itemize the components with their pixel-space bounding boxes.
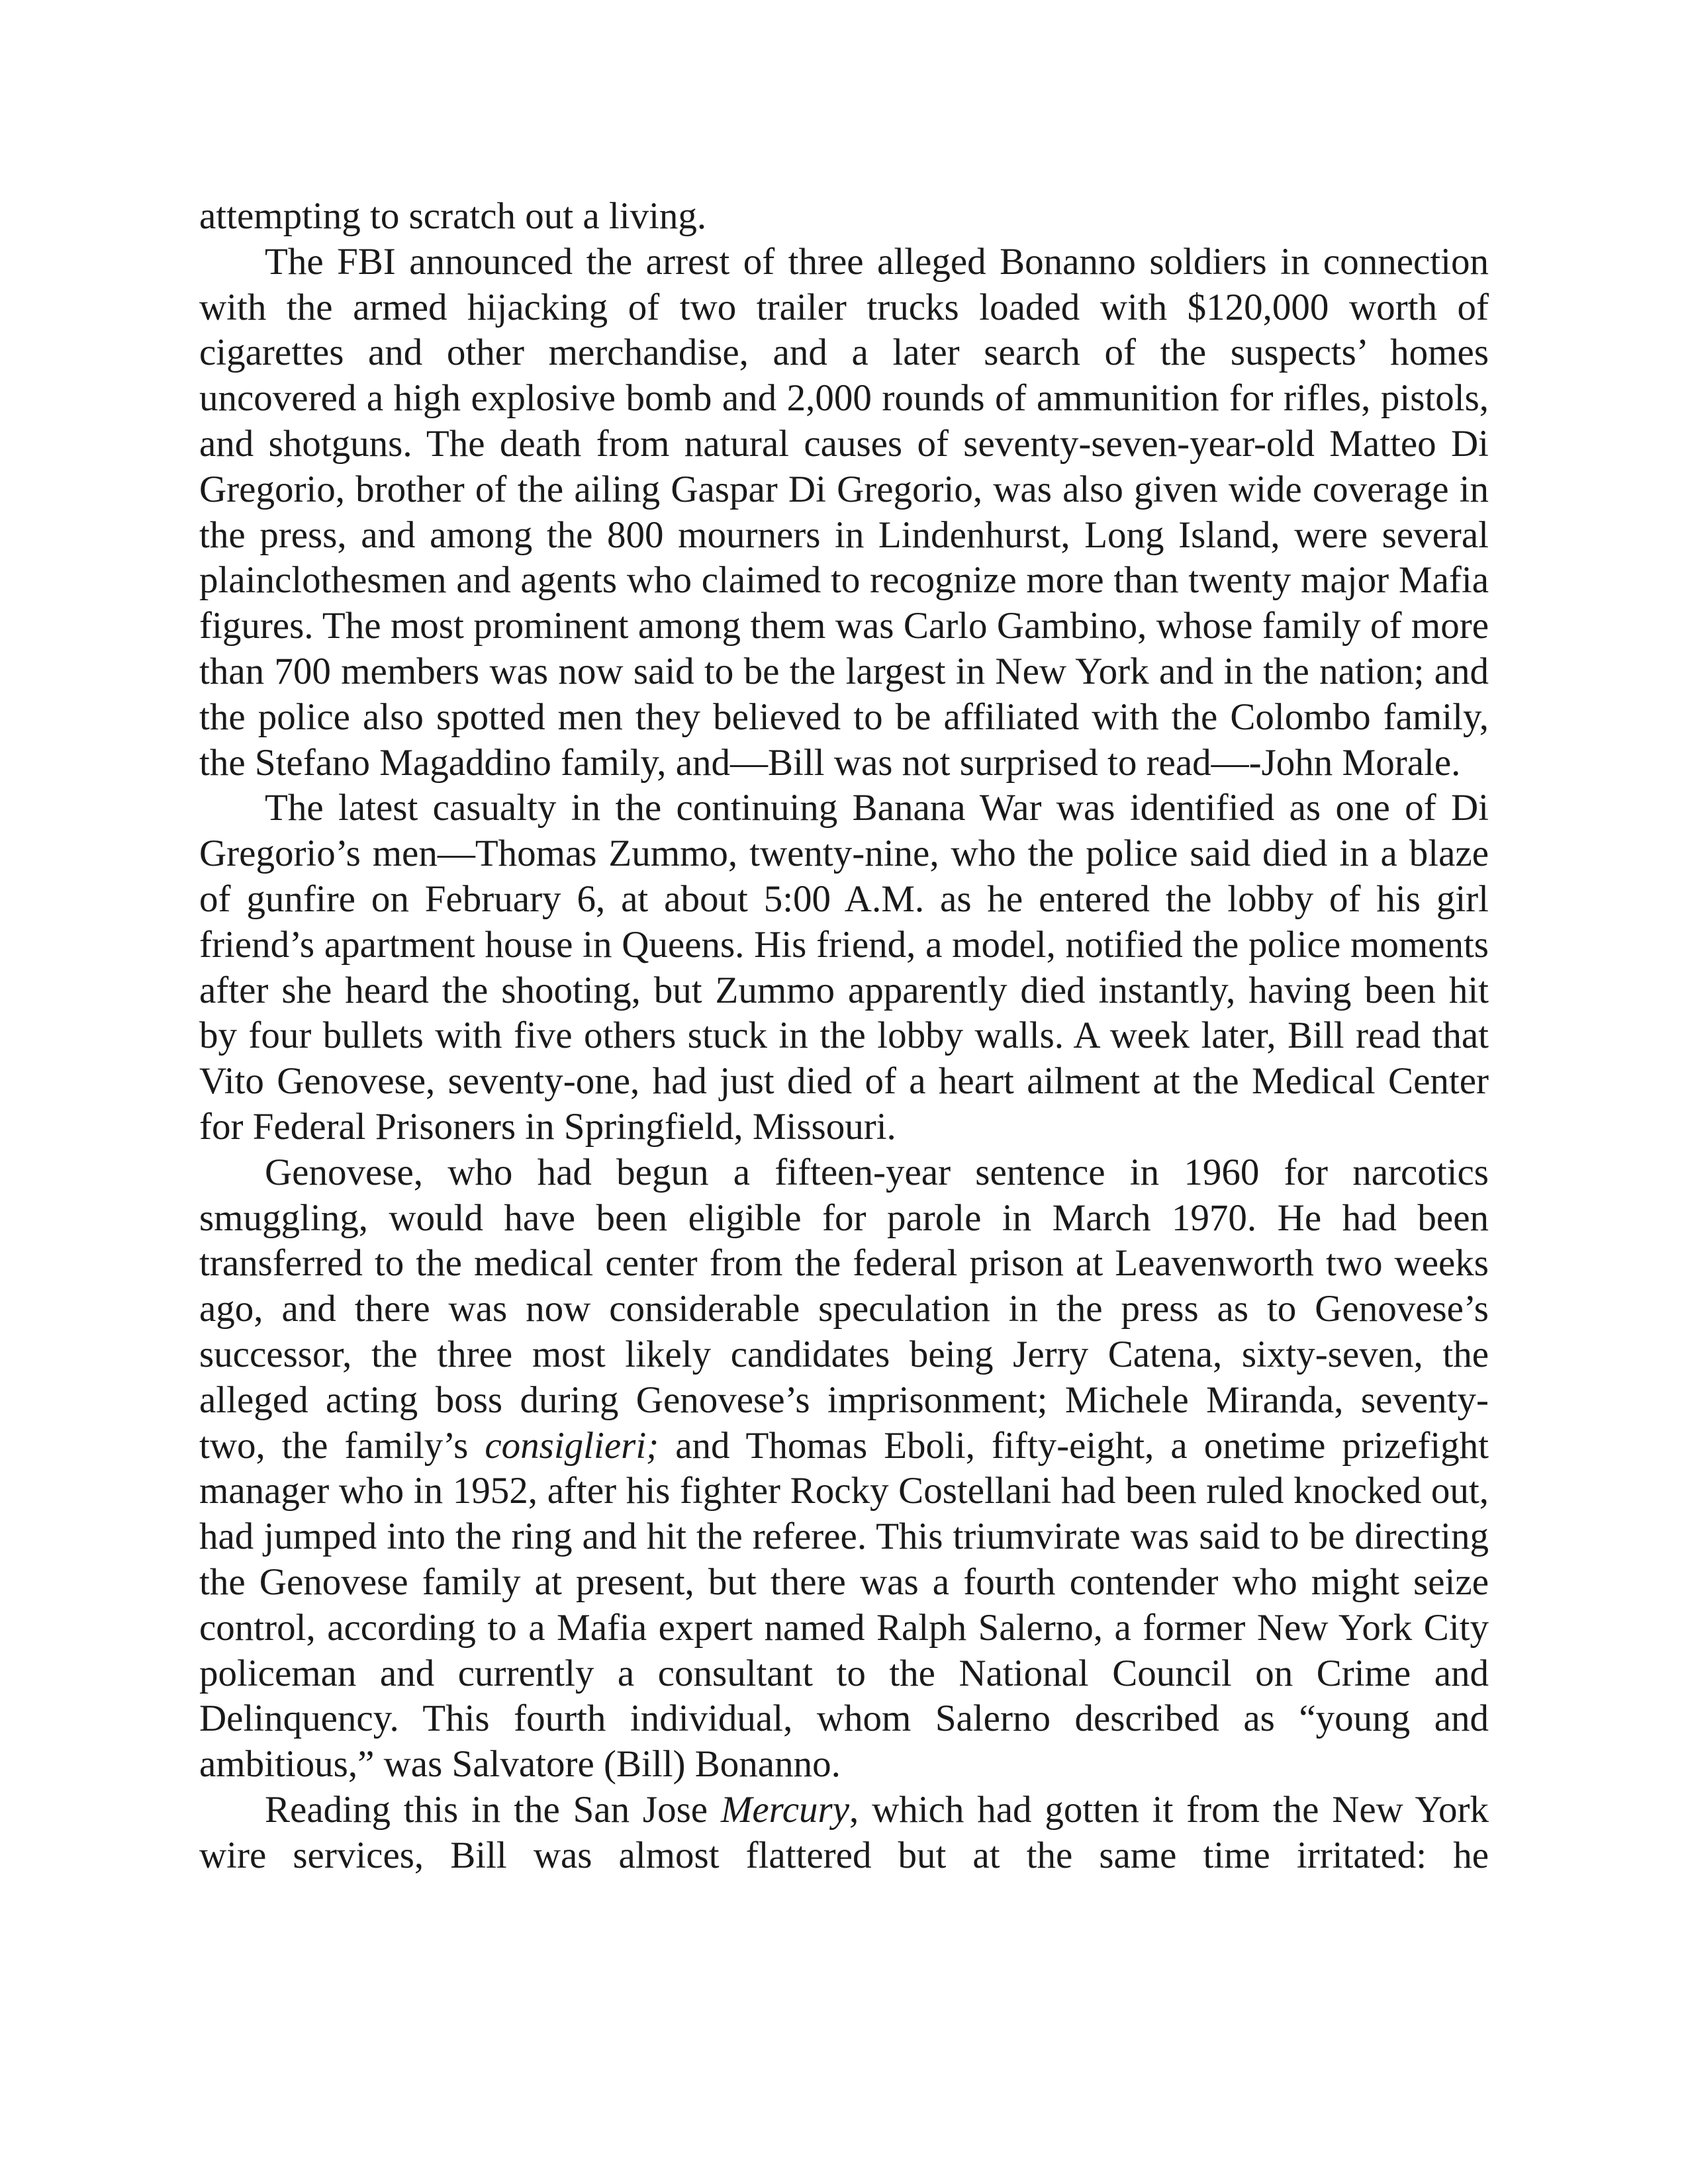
paragraph-text: Genovese, who had begun a fifteen-year sentence in 1960 for narcotics smuggling, would have been eligible for parole in March 1970. He had been transferred to the medical center from the federal prison at Leavenworth two weeks ago, and there was now considerable speculation in the press as to Genovese’s successor, the three most likely candidates being Jerry Catena, sixty-seven, the alleged acting boss during Genovese’s imprisonment; Michele Miranda, seventy-two, the family’s [199, 1151, 1489, 1467]
italic-term: consiglieri; [485, 1424, 659, 1467]
paragraph-genovese-successor [199, 1150, 1489, 1788]
paragraph-san-jose-mercury [199, 1788, 1489, 1879]
page-text [199, 194, 1489, 1878]
paragraph-banana-war [199, 786, 1489, 1150]
paragraph-text: The latest casualty in the continuing Banana War was identified as one of Di Gregorio’s men—Thomas Zummo, twenty-nine, who the police said died in a blaze of gunfire on February 6, at about 5:00 A.M. as he entered the lobby of his girl friend’s apartment house in Queens. His friend, a model, notified the police moments after she heard the shooting, but Zummo apparently died instantly, having been hit by four bullets with five others stuck in the lobby walls. A week later, Bill read that Vito Genovese, seventy-one, had just died of a heart ailment at the Medical Center for Federal Prisoners in Springfield, Missouri. [199, 787, 1489, 1148]
paragraph-text: , which had gotten it from the New York wire services, Bill was almost flattered but at the same time irritated: he [199, 1788, 1489, 1876]
italic-title: Mercury [720, 1788, 850, 1831]
paragraph-text: Reading this in the San Jose [265, 1788, 721, 1831]
paragraph-text: and Thomas Eboli, fifty-eight, a onetime prizefight manager who in 1952, after his fighter Rocky Costellani had been ruled knocked out, had jumped into the ring and hit the referee. This triumvirate was said to be directing the Genovese family at present, but there was a fourth contender who might seize control, according to a Mafia expert named Ralph Salerno, a former New York City policeman and currently a consultant to the National Council on Crime and Delinquency. This fourth individual, whom Salerno described as “young and ambitious,” was Salvatore (Bill) Bonanno. [199, 1424, 1489, 1786]
paragraph-continued [199, 194, 1489, 240]
paragraph-fbi-arrests [199, 240, 1489, 786]
paragraph-text: attempting to scratch out a living. [199, 195, 707, 237]
paragraph-text: The FBI announced the arrest of three alleged Bonanno soldiers in connection with the armed hijacking of two trailer trucks loaded with $120,000 worth of cigarettes and other merchandise, and a later search of the suspects’ homes uncovered a high explosive bomb and 2,000 rounds of ammunition for rifles, pistols, and shotguns. The death from natural causes of seventy-seven-year-old Matteo Di Gregorio, brother of the ailing Gaspar Di Gregorio, was also given wide coverage in the press, and among the 800 mourners in Lindenhurst, Long Island, were several plainclothesmen and agents who claimed to recognize more than twenty major Mafia figures. The most prominent among them was Carlo Gambino, whose family of more than 700 members was now said to be the largest in New York and in the nation; and the police also spotted men they believed to be affiliated with the Colombo family, the Stefano Magaddino family, and—Bill was not surprised to read—-John Morale. [199, 240, 1489, 784]
